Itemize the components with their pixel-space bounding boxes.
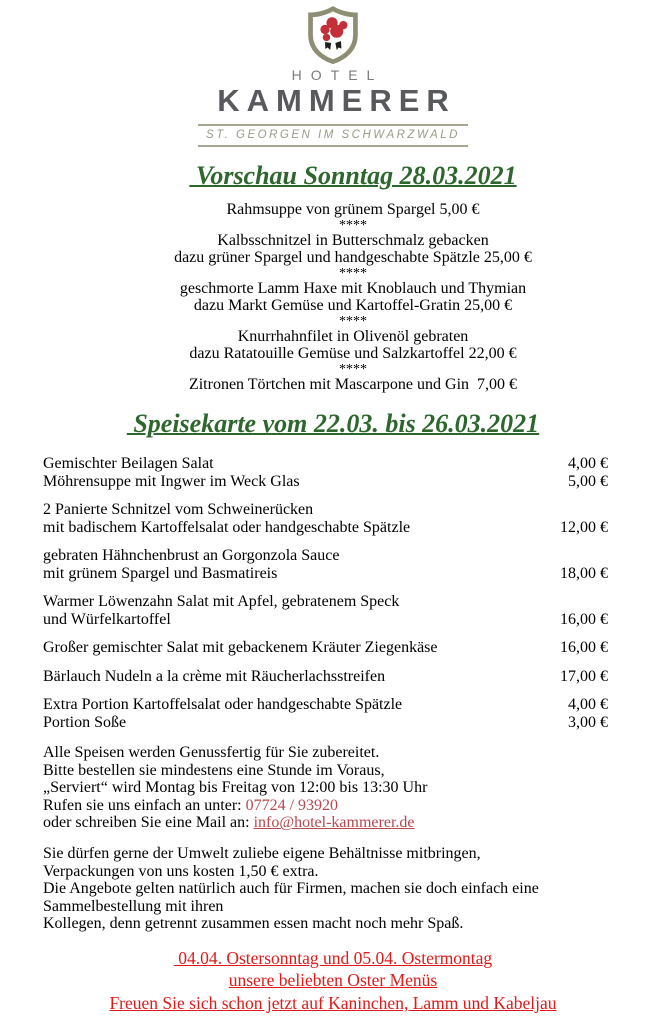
vorschau-line: ****: [339, 265, 367, 281]
dish-name: Portion Soße: [43, 713, 127, 731]
logo-hotel-text: HOTEL: [291, 67, 384, 83]
easter-announcement: [0, 947, 666, 1015]
info-line: „Serviert“ wird Montag bis Freitag von 12:00 bis 13:30 Uhr: [43, 779, 428, 797]
vorschau-line: geschmorte Lamm Haxe mit Knoblauch und Thymian: [179, 279, 527, 297]
info-lines: [43, 744, 646, 797]
dish-name: Extra Portion Kartoffelsalat oder handgeschabte Spätzle: [43, 696, 403, 713]
phone-prefix: Rufen sie uns einfach an unter:: [43, 796, 246, 814]
vorschau-line: Knurrhahnfilet in Olivenöl gebraten: [237, 327, 469, 345]
vorschau-line: Zitronen Törtchen mit Mascarpone und Gin 7,00 €: [188, 375, 518, 393]
dish-price: 4,00 €: [568, 696, 608, 713]
logo-tagline-text: ST. GEORGEN IM SCHWARZWALD: [206, 129, 460, 141]
logo-name-text: KAMMERER: [217, 83, 456, 118]
dish-name: gebraten Hähnchenbrust an Gorgonzola Sauce: [43, 547, 340, 564]
dish-price: 16,00 €: [560, 610, 608, 628]
dish-price: 16,00 €: [560, 639, 608, 656]
dish-name: Warmer Löwenzahn Salat mit Apfel, gebratenem Speck: [43, 593, 400, 610]
email-link[interactable]: info@hotel-kammerer.de: [253, 814, 415, 832]
menu-row: [43, 501, 608, 519]
note-line: Verpackungen von uns kosten 1,50 € extra.: [43, 862, 319, 880]
easter-line: Freuen Sie sich schon jetzt auf Kaninchen, Lamm und Kabeljau: [109, 992, 557, 1013]
dish-price: 12,00 €: [560, 518, 608, 536]
dish-price: 18,00 €: [560, 564, 608, 582]
dish-name: 2 Panierte Schnitzel vom Schweinerücken: [43, 501, 314, 518]
easter-line: 04.04. Ostersonntag und 05.04. Ostermontag: [173, 947, 493, 968]
vorschau-title: Vorschau Sonntag 28.03.2021: [189, 161, 517, 190]
mail-line: [43, 814, 646, 832]
vorschau-line: ****: [339, 361, 367, 377]
dish-name: und Würfelkartoffel: [43, 610, 171, 628]
vorschau-line: dazu Markt Gemüse und Kartoffel-Gratin 25,00 €: [193, 297, 513, 314]
mail-prefix: oder schreiben Sie eine Mail an:: [43, 814, 254, 832]
note-line: Sie dürfen gerne der Umwelt zuliebe eigene Behältnisse mitbringen,: [43, 844, 481, 862]
vorschau-line: ****: [339, 217, 367, 233]
menu-row: [43, 455, 608, 473]
vorschau-line: dazu grüner Spargel und handgeschabte Spätzle 25,00 €: [174, 249, 532, 266]
vorschau-line: Kalbsschnitzel in Butterschmalz gebacken: [217, 231, 489, 249]
dish-price: 3,00 €: [568, 713, 608, 731]
dish-price: 5,00 €: [568, 472, 608, 490]
dish-name: Möhrensuppe mit Ingwer im Weck Glas: [43, 472, 300, 490]
note-line: Die Angebote gelten natürlich auch für Firmen, machen sie doch einfach eine Sammelbestellung mit ihren: [43, 880, 539, 915]
notes-section: [43, 845, 648, 933]
vorschau-block: [0, 161, 666, 393]
menu-row: [43, 519, 608, 537]
dish-name: Großer gemischter Salat mit gebackenem Kräuter Ziegenkäse: [43, 639, 438, 656]
logo-tagline: [198, 124, 468, 147]
ordering-info: [43, 744, 646, 832]
phone-number: 07724 / 93920: [245, 796, 339, 814]
menu-row: [43, 668, 608, 686]
info-line: Alle Speisen werden Genussfertig für Sie zubereitet.: [43, 744, 380, 761]
dish-name: mit grünem Spargel und Basmatireis: [43, 564, 278, 582]
speisekarte-title: Speisekarte vom 22.03. bis 26.03.2021: [126, 409, 540, 438]
dish-name: Gemischter Beilagen Salat: [43, 455, 214, 472]
note-line: Kollegen, denn getrennt zusammen essen macht noch mehr Spaß.: [43, 915, 464, 933]
info-line: Bitte bestellen sie mindestens eine Stunde im Voraus,: [43, 761, 385, 779]
menu-row: [43, 639, 608, 657]
menu-row: [43, 696, 608, 714]
vorschau-line: dazu Ratatouille Gemüse und Salzkartoffel 22,00 €: [189, 345, 517, 362]
dish-name: Bärlauch Nudeln a la crème mit Räucherlachsstreifen: [43, 667, 386, 685]
dish-name: mit badischem Kartoffelsalat oder handgeschabte Spätzle: [43, 518, 411, 536]
vorschau-line: ****: [339, 313, 367, 329]
menu-row: [43, 565, 608, 583]
easter-line: unsere beliebten Oster Menüs: [228, 970, 438, 991]
speisekarte-section: [43, 455, 608, 731]
dish-price: 17,00 €: [560, 667, 608, 685]
hotel-crest-shield-icon: [304, 6, 362, 64]
dish-price: 4,00 €: [568, 455, 608, 472]
menu-row: [43, 714, 608, 732]
phone-line: [43, 797, 646, 815]
vorschau-line: Rahmsuppe von grünem Spargel 5,00 €: [226, 201, 480, 218]
menu-row: [43, 547, 608, 565]
menu-row: [43, 593, 608, 611]
menu-row: [43, 473, 608, 491]
vorschau-section: [40, 201, 666, 393]
hotel-logo: [0, 0, 666, 147]
menu-row: [43, 611, 608, 629]
